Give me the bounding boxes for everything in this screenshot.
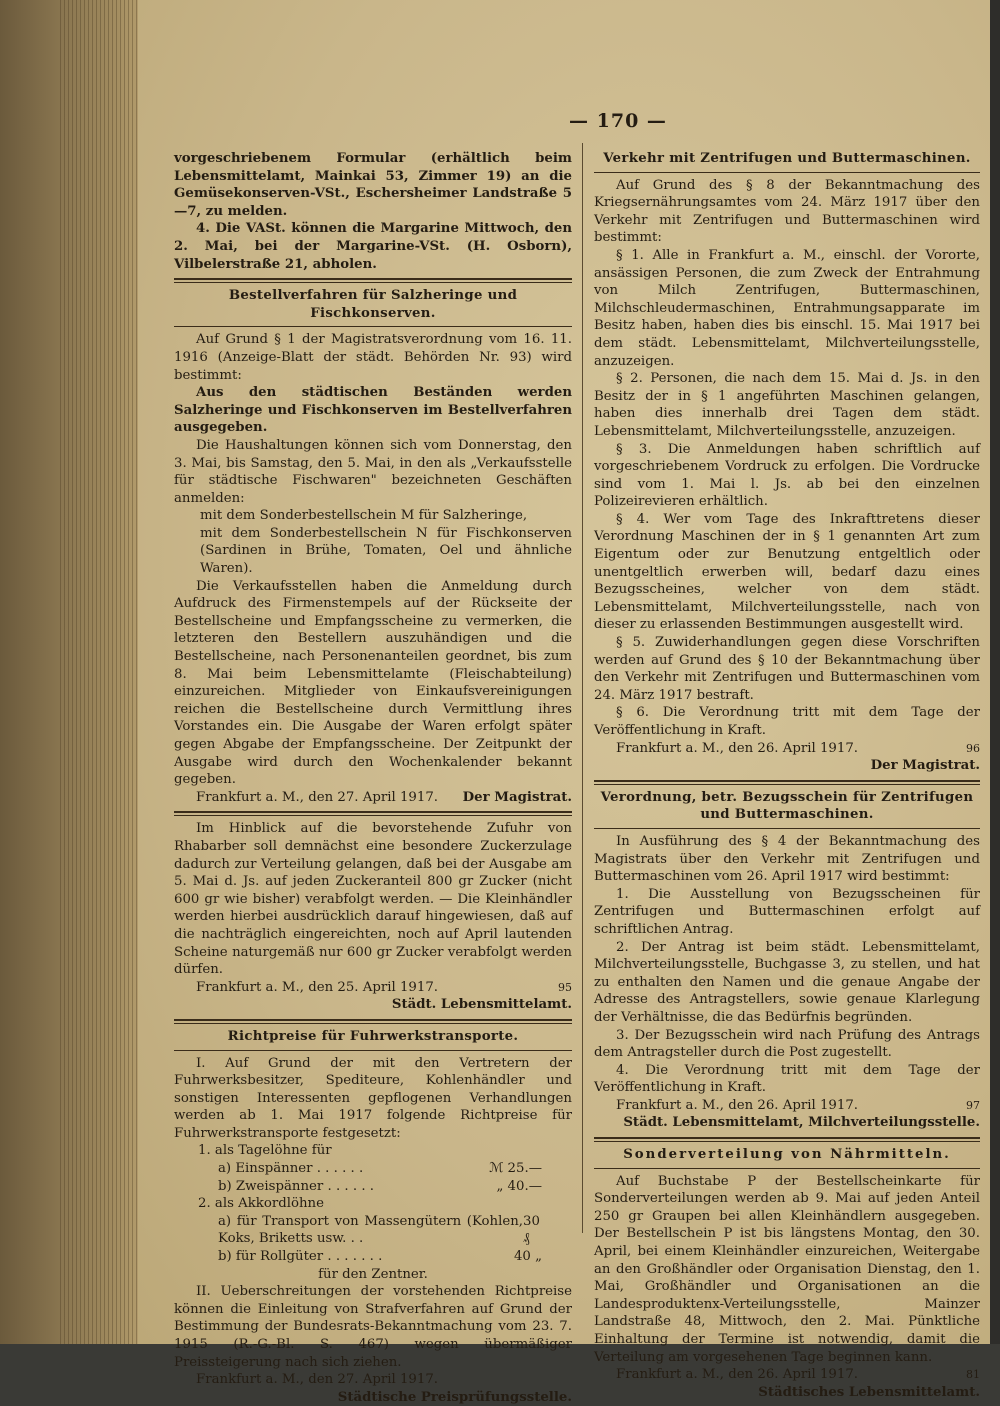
paragraph: Auf Buchstabe P der Bestellscheinkarte für Sonderverteilungen werden ab 9. Mai auf jeden Anteil 250 gr Graupen bei allen Kleinhändlern ausgegeben. Der Bestellschein P ist bis längstens Montag, den 30. April, bei einem Kleinhändler einzureichen, Weitergabe an den Großhändler oder Organisation Dienstag, den 1. Mai, Großhändler und Organisationen an die Landesproduktenx-Verteilungsstelle, Mainzer Landstraße 48, Mittwoch, den 2. Mai. Pünktliche Einhaltung der Termine ist notwendig, damit die Verteilung am vorgesehenen Tage beginnen kann. <box>594 1173 980 1365</box>
list-item: 1. als Tagelöhne für <box>198 1143 332 1159</box>
section-heading: Richtpreise für Fuhrwerkstransporte. <box>227 1028 519 1044</box>
paragraph: § 2. Personen, die nach dem 15. Mai d. Js. in den Besitz der in § 1 angeführten Maschinen gelangen, haben dies innerhalb drei Tagen dem städt. Lebensmittelamt, Milchverteilungsstelle, anzuzeigen. <box>594 371 980 439</box>
list-item: für den Zentner. <box>318 1266 428 1282</box>
paragraph: Aus den städtischen Beständen werden Salzheringe und Fischkonserven im Bestellverfahren ausgegeben. <box>174 385 572 436</box>
paragraph: 3. Der Bezugsschein wird nach Prüfung des Antrags dem Antragsteller durch die Post zugestellt. <box>594 1027 980 1061</box>
paragraph: § 6. Die Verordnung tritt mit dem Tage der Veröffentlichung in Kraft. <box>594 705 980 738</box>
section-rule <box>594 780 980 785</box>
paragraph: vorgeschriebenem Formular (erhältlich beim Lebensmittelamt, Mainkai 53, Zimmer 19) an die Gemüsekonserven-VSt., Eschersheimer Landstraße 5—7, zu melden. <box>174 151 572 219</box>
paragraph: 1. Die Ausstellung von Bezugsscheinen für Zentrifugen und Buttermaschinen erfolgt auf schriftlichen Antrag. <box>594 886 980 937</box>
signatory: Der Magistrat. <box>462 789 572 805</box>
section-heading: Verordnung, betr. Bezugsschein für Zentrifugen und Buttermaschinen. <box>600 789 974 823</box>
paragraph: 2. Der Antrag ist beim städt. Lebensmittelamt, Milchverteilungsstelle, Buchgasse 3, zu stellen, und hat zu enthalten den Namen und die genaue Angabe der Adresse des Antragstellers, sowie genaue Klarlegung der Verhältnisse, die das Bedürfnis begründen. <box>594 939 980 1025</box>
list-item: mit dem Sonderbestellschein N für Fischkonserven (Sardinen in Brühe, Tomaten, Oel und ähnliche Waren). <box>200 525 572 577</box>
signatory: Städtisches Lebensmittelamt. <box>758 1384 980 1400</box>
price-label: b) für Rollgüter . . . . . . . <box>218 1249 383 1265</box>
date-line: Frankfurt a. M., den 25. April 1917. <box>196 979 439 995</box>
right-column <box>594 150 980 1401</box>
date-line: Frankfurt a. M., den 27. April 1917. <box>196 789 439 805</box>
price-value: ℳ 25.— <box>489 1161 542 1177</box>
section-rule <box>174 811 572 816</box>
price-label: a) für Transport von Massengütern (Kohlen, Koks, Briketts usw. . . <box>218 1213 524 1247</box>
list-item: 2. als Akkordlöhne <box>198 1196 324 1212</box>
notice-number: 97 <box>966 1098 980 1112</box>
signature-line <box>174 979 572 997</box>
price-row <box>174 1248 572 1266</box>
list-item: mit dem Sonderbestellschein M für Salzheringe, <box>200 508 528 524</box>
heading-rule <box>594 1168 980 1169</box>
notice-number: 96 <box>966 741 980 755</box>
signatory: Der Magistrat. <box>870 758 980 774</box>
signature-line <box>594 1366 980 1384</box>
price-value: 30 ₰ <box>523 1213 540 1247</box>
heading-rule <box>594 828 980 829</box>
heading-rule <box>174 1050 572 1051</box>
price-label: b) Zweispänner . . . . . . <box>218 1178 375 1194</box>
column-divider <box>582 143 583 1233</box>
section-rule <box>174 1019 572 1024</box>
paragraph: 4. Die VASt. können die Margarine Mittwoch, den 2. Mai, bei der Margarine-VSt. (H. Osborn), Vilbelerstraße 21, abholen. <box>174 221 572 272</box>
paragraph: Auf Grund des § 8 der Bekanntmachung des Kriegsernährungsamtes vom 24. März 1917 über den Verkehr mit Zentrifugen und Buttermaschinen wird bestimmt: <box>594 177 980 246</box>
price-label: a) Einspänner . . . . . . <box>218 1161 364 1177</box>
paragraph: § 5. Zuwiderhandlungen gegen diese Vorschriften werden auf Grund des § 10 der Bekanntmachung über den Verkehr mit Zentrifugen und Buttermaschinen vom 24. März 1917 bestraft. <box>594 635 980 703</box>
book-spine <box>0 0 140 1344</box>
heading-rule <box>594 172 980 173</box>
price-row <box>174 1213 572 1248</box>
price-value: 40 „ <box>513 1249 542 1265</box>
signature-line <box>174 789 572 807</box>
section-heading: Bestellverfahren für Salzheringe und Fischkonserven. <box>228 288 518 321</box>
page-number: — 170 — <box>569 110 667 132</box>
paragraph: In Ausführung des § 4 der Bekanntmachung des Magistrats über den Verkehr mit Zentrifugen und Buttermaschinen vom 26. April 1917 wird bestimmt: <box>594 833 980 885</box>
document-page <box>138 0 990 1405</box>
book-edge <box>990 0 1000 1344</box>
section-rule <box>174 278 572 283</box>
date-line: Frankfurt a. M., den 26. April 1917. <box>616 1367 859 1383</box>
paragraph: Die Verkaufsstellen haben die Anmeldung durch Aufdruck des Firmenstempels auf der Rückseite der Bestellscheine und Empfangsscheine zu vermerken, die letzteren den Bestellern auszuhändigen und die Bestellscheine, nach Personenanteilen geordnet, bis zum 8. Mai beim Lebensmittelamte (Fleischabteilung) einzureichen. Mitglieder von Einkaufsvereinigungen reichen die Bestellscheine durch Vermittlung ihres Vorstandes ein. Die Ausgabe der Waren erfolgt später gegen Abgabe der Empfangsscheine. Der Zeitpunkt der Ausgabe wird durch den Wochenkalender bekannt gegeben. <box>174 578 572 788</box>
date-line: Frankfurt a. M., den 27. April 1917. <box>196 1372 439 1388</box>
paragraph: Im Hinblick auf die bevorstehende Zufuhr von Rhabarber soll demnächst eine besondere Zuckerzulage dadurch zur Verteilung gelangen, daß bei der Ausgabe am 5. Mai d. Js. auf jeden Zuckeranteil 800 gr Zucker (nicht 600 gr wie bisher) verabfolgt werden. — Die Kleinhändler werden hierbei ausdrücklich darauf hingewiesen, daß auf die nachträglich eingereichten, noch auf April lautenden Scheine naturgemäß nur 600 gr Zucker verabfolgt werden dürfen. <box>174 821 572 978</box>
signatory: Städtische Preisprüfungsstelle. <box>337 1389 572 1405</box>
notice-number: 95 <box>558 980 572 994</box>
page-edges <box>60 0 140 1344</box>
signature-line <box>594 740 980 758</box>
price-row <box>174 1160 572 1178</box>
paragraph: Die Haushaltungen können sich vom Donnerstag, den 3. Mai, bis Samstag, den 5. Mai, in den als „Verkaufsstelle für städtische Fischwaren" bezeichneten Geschäften anmelden: <box>174 437 572 506</box>
price-value: „ 40.— <box>496 1178 542 1194</box>
paragraph: I. Auf Grund der mit den Vertretern der Fuhrwerksbesitzer, Spediteure, Kohlenhändler und sonstigen Interessenten gepflogenen Verhandlungen werden ab 1. Mai 1917 folgende Richtpreise für Fuhrwerkstransporte festgesetzt: <box>174 1055 572 1141</box>
section-heading: Sonderverteilung von Nährmitteln. <box>623 1147 951 1163</box>
signatory: Städt. Lebensmittelamt. <box>391 997 572 1013</box>
date-line: Frankfurt a. M., den 26. April 1917. <box>616 740 859 756</box>
date-line: Frankfurt a. M., den 26. April 1917. <box>616 1097 859 1113</box>
section-heading: Verkehr mit Zentrifugen und Buttermaschinen. <box>603 151 971 166</box>
paragraph: § 3. Die Anmeldungen haben schriftlich auf vorgeschriebenem Vordruck zu erfolgen. Die Vordrucke sind vom 1. Mai l. Js. ab bei den einzelnen Polizeirevieren erhältlich. <box>594 441 980 510</box>
notice-number: 81 <box>966 1368 980 1382</box>
section-rule <box>594 1137 980 1142</box>
signatory: Städt. Lebensmittelamt, Milchverteilungsstelle. <box>623 1115 980 1131</box>
heading-rule <box>174 326 572 327</box>
paragraph: § 1. Alle in Frankfurt a. M., einschl. der Vororte, ansässigen Personen, die zum Zweck der Entrahmung von Milch Zentrifugen, Buttermaschinen, Milchschleudermaschinen, Entrahmungsapparate im Besitz haben, haben dies bis einschl. 15. Mai 1917 bei dem städt. Lebensmittelamt, Milchverteilungsstelle, anzuzeigen. <box>594 247 980 369</box>
paragraph: § 4. Wer vom Tage des Inkrafttretens dieser Verordnung Maschinen der in § 1 genannten Art zum Eigentum oder zur Benutzung entgeltlich oder unentgeltlich erwerben will, bedarf dazu eines Bezugsscheines, welcher von dem städt. Lebensmittelamt, Milchverteilungsstelle, nach von dieser zu erlassenden Bestimmungen ausgestellt wird. <box>594 511 980 633</box>
paragraph: Auf Grund § 1 der Magistratsverordnung vom 16. 11. 1916 (Anzeige-Blatt der städt. Behörden Nr. 93) wird bestimmt: <box>174 332 572 383</box>
price-row <box>174 1178 572 1196</box>
paragraph: 4. Die Verordnung tritt mit dem Tage der Veröffentlichung in Kraft. <box>594 1062 980 1096</box>
signature-line <box>594 1097 980 1115</box>
paragraph: II. Ueberschreitungen der vorstehenden Richtpreise können die Einleitung von Strafverfahren auf Grund der Bestimmung der Bundesrats-Bekanntmachung vom 23. 7. 1915 (R.-G.-Bl. S. 467) wegen übermäßiger Preissteigerung nach sich ziehen. <box>174 1284 572 1370</box>
left-column <box>174 150 572 1406</box>
